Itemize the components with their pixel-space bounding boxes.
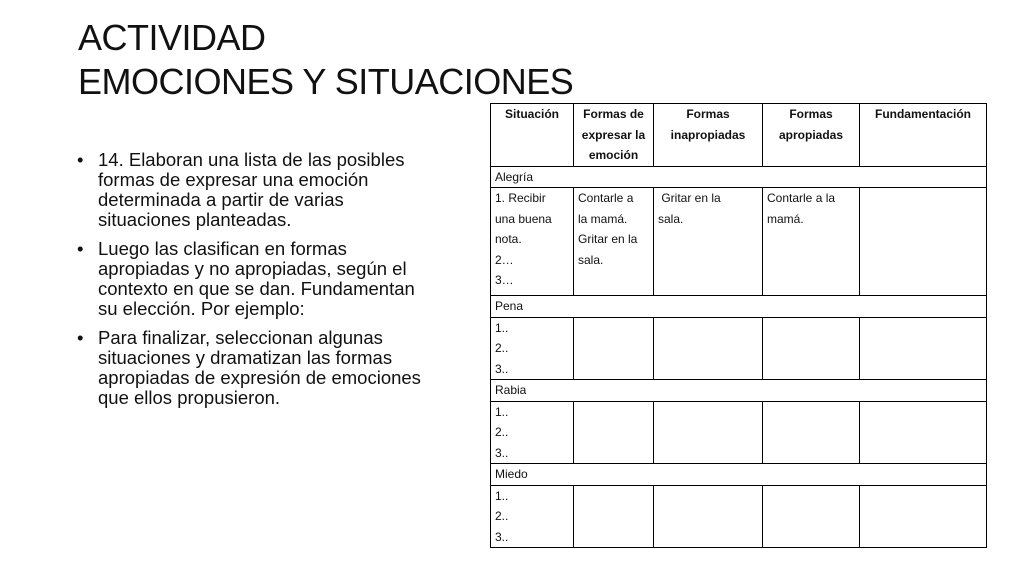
cell-situacion: 1. Recibir una buena nota. 2… 3…	[491, 188, 574, 296]
section-row-pena	[491, 296, 987, 318]
slide-title-line-1: ACTIVIDAD	[78, 17, 266, 58]
bullet-dot: •	[77, 149, 84, 170]
bullet-text: 14. Elaboran una lista de las posibles formas de expresar una emoción determinada a partir de varias situaciones planteadas.	[98, 149, 405, 230]
cell-formas-expresar: Contarle a la mamá. Gritar en la sala.	[574, 188, 654, 296]
cell-formas-apropiadas	[763, 317, 860, 380]
header-formas-apropiadas: Formas apropiadas	[763, 104, 860, 167]
bullet-dot: •	[77, 238, 84, 259]
header-fundamentacion: Fundamentación	[860, 104, 987, 167]
cell-formas-expresar	[574, 401, 654, 464]
cell-formas-expresar	[574, 317, 654, 380]
emotion-label-alegria: Alegría	[491, 166, 987, 188]
table-row	[491, 188, 987, 296]
table-header-row	[491, 104, 987, 167]
bullet-text: Luego las clasifican en formas apropiadas y no apropiadas, según el contexto en que se dan. Fundamentan su elección. Por ejemplo:	[98, 238, 415, 319]
cell-situacion: 1.. 2.. 3..	[491, 401, 574, 464]
header-formas-inapropiadas: Formas inapropiadas	[654, 104, 763, 167]
cell-situacion: 1.. 2.. 3..	[491, 485, 574, 548]
cell-fundamentacion	[860, 317, 987, 380]
emotion-label-rabia: Rabia	[491, 380, 987, 402]
table-row	[491, 317, 987, 380]
header-situacion: Situación	[491, 104, 574, 167]
bullet-dot: •	[77, 327, 84, 348]
table-row	[491, 485, 987, 548]
cell-formas-inapropiadas	[654, 485, 763, 548]
cell-formas-expresar	[574, 485, 654, 548]
table-row	[491, 401, 987, 464]
cell-formas-apropiadas: Contarle a la mamá.	[763, 188, 860, 296]
cell-fundamentacion	[860, 485, 987, 548]
section-row-rabia	[491, 380, 987, 402]
bullet-text: Para finalizar, seleccionan algunas situaciones y dramatizan las formas apropiadas de expresión de emociones que ellos propusieron.	[98, 327, 421, 408]
cell-formas-apropiadas	[763, 401, 860, 464]
emotion-label-miedo: Miedo	[491, 464, 987, 486]
slide-title	[78, 16, 573, 104]
bullet-item	[76, 239, 436, 319]
slide-title-line-2: EMOCIONES Y SITUACIONES	[78, 61, 574, 102]
bullet-list	[76, 150, 436, 417]
cell-fundamentacion	[860, 188, 987, 296]
bullet-item	[76, 328, 436, 408]
section-row-miedo	[491, 464, 987, 486]
header-formas-expresar: Formas de expresar la emoción	[574, 104, 654, 167]
cell-situacion: 1.. 2.. 3..	[491, 317, 574, 380]
emotions-table	[490, 103, 987, 548]
cell-formas-inapropiadas	[654, 401, 763, 464]
emotion-label-pena: Pena	[491, 296, 987, 318]
bullet-item	[76, 150, 436, 230]
cell-formas-inapropiadas	[654, 317, 763, 380]
cell-formas-apropiadas	[763, 485, 860, 548]
section-row-alegria	[491, 166, 987, 188]
cell-fundamentacion	[860, 401, 987, 464]
cell-formas-inapropiadas: Gritar en la sala.	[654, 188, 763, 296]
